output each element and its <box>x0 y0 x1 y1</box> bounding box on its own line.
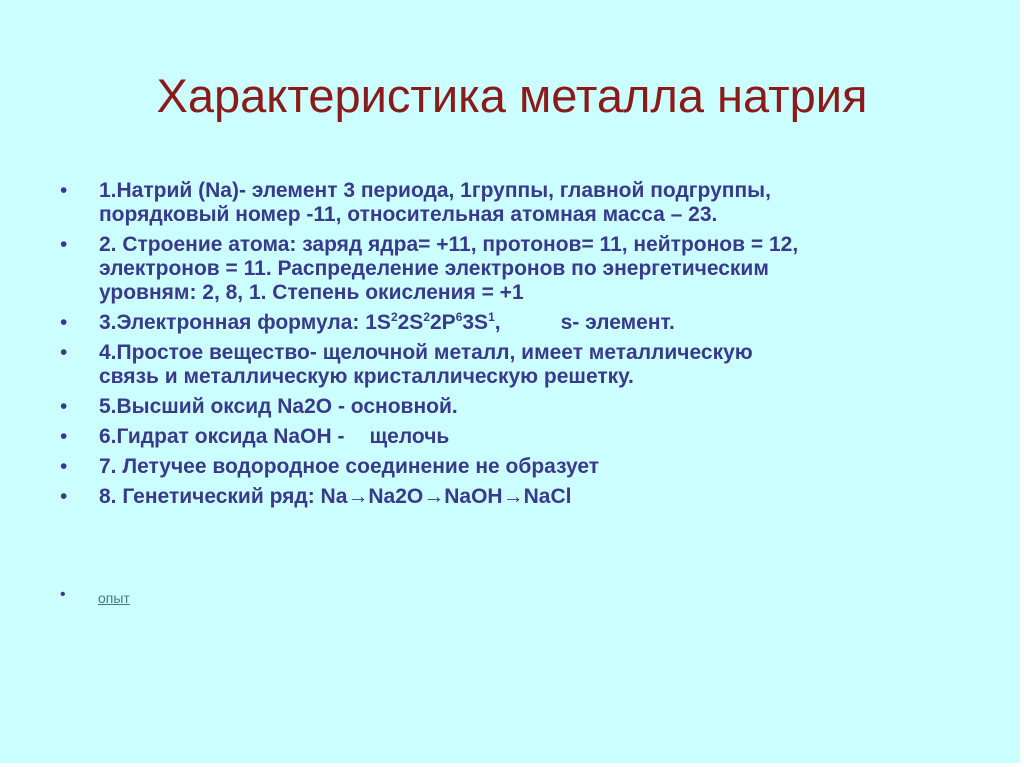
list-item-6 <box>60 425 990 449</box>
bullet-icon: • <box>60 395 68 418</box>
genetic-series: Na→Na2O→NaOH→NaCl <box>320 485 572 508</box>
item-6-part-3: щелочь <box>369 425 450 448</box>
item-2-line-3: уровням: 2, 8, 1. Степень окисления = +1 <box>99 281 524 304</box>
bullet-icon: • <box>60 233 68 256</box>
slide-title: Характеристика металла натрия <box>156 69 868 122</box>
formula-sup-4: 1 <box>488 310 495 324</box>
experiment-link[interactable]: опыт <box>98 590 130 606</box>
item-2-line-1: 2. Строение атома: заряд ядра= +11, протонов= 11, нейтронов = 12, <box>99 233 799 256</box>
formula-comma: , <box>494 311 501 334</box>
bullet-icon: • <box>60 586 66 603</box>
item-6-part-1: 6.Гидрат оксида <box>99 425 274 448</box>
formula-prefix: 3.Электронная формула: <box>99 311 366 334</box>
element-type: s- элемент. <box>560 311 675 334</box>
item-6-hydroxide: NaOH - <box>273 425 345 448</box>
formula-sup-3: 6 <box>455 310 463 324</box>
list-item-4 <box>60 341 990 389</box>
formula-1s: 1S <box>365 311 391 334</box>
bullet-icon: • <box>60 455 68 478</box>
list-item-7 <box>60 455 990 479</box>
bullet-icon: • <box>60 311 68 334</box>
item-4-line-2: связь и металлическую кристаллическую решетку. <box>99 365 634 388</box>
bullet-icon: • <box>60 179 68 202</box>
list-item-5 <box>60 395 990 419</box>
formula-2p: 2P <box>430 311 456 334</box>
formula-sup-2: 2 <box>423 310 430 324</box>
formula-2s: 2S <box>397 311 424 334</box>
list-item-1 <box>60 179 990 227</box>
bullet-icon: • <box>60 485 68 508</box>
list-item-3 <box>60 311 990 335</box>
item-2-line-2: электронов = 11. Распределение электронов по энергетическим <box>99 257 769 280</box>
item-1-line-1: 1.Натрий (Na)- элемент 3 периода, 1группы, главной подгруппы, <box>99 179 771 202</box>
item-5-oxide: Na2O <box>277 395 333 418</box>
item-1-line-2: порядковый номер -11, относительная атомная масса – 23. <box>99 203 718 226</box>
item-7-line-1: 7. Летучее водородное соединение не образует <box>99 455 600 478</box>
item-5-part-1: 5.Высший оксид <box>99 395 278 418</box>
item-4-line-1: 4.Простое вещество- щелочной металл, имеет металлическую <box>99 341 753 364</box>
list-item-2 <box>60 233 990 305</box>
formula-3s: 3S <box>462 311 489 334</box>
list-item-8 <box>60 485 990 509</box>
bullet-icon: • <box>60 425 68 448</box>
item-8-part-1: 8. Генетический ряд: <box>99 485 321 508</box>
item-5-part-3: - основной. <box>332 395 458 418</box>
content-list <box>60 179 990 515</box>
bullet-icon: • <box>60 341 68 364</box>
formula-sup-1: 2 <box>390 310 398 324</box>
